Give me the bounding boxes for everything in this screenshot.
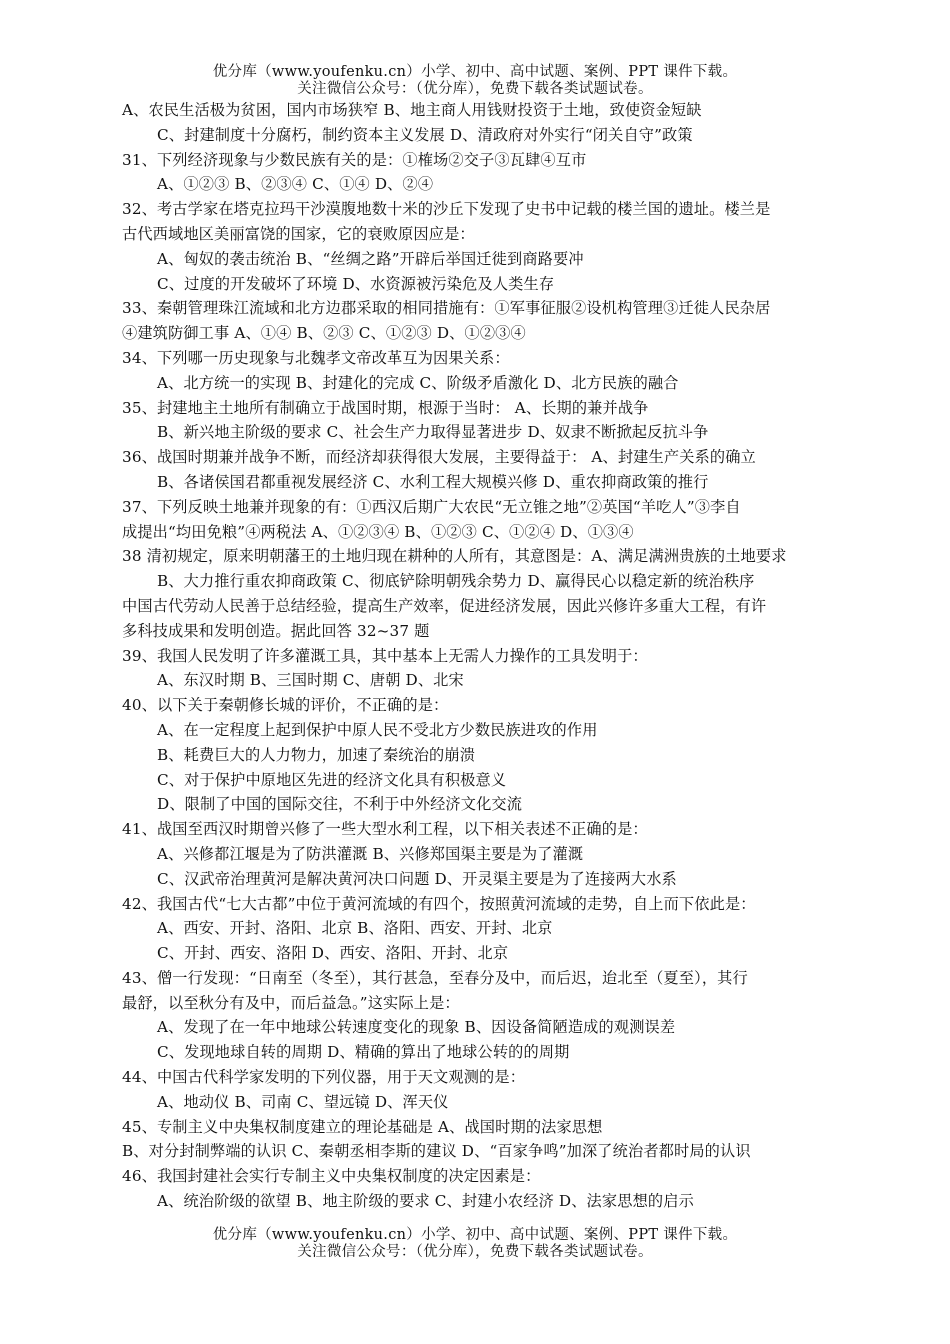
text-line: B、耗费巨大的人力物力，加速了秦统治的崩溃 [157, 745, 476, 764]
text-line: 42、我国古代“七大古都”中位于黄河流域的有四个，按照黄河流域的走势，自上而下依此是： [122, 894, 756, 913]
text-line: A、兴修都江堰是为了防洪灌溉 B、兴修郑国渠主要是为了灌溉 [157, 844, 584, 863]
text-line: B、各诸侯国君都重视发展经济 C、水利工程大规模兴修 D、重农抑商政策的推行 [157, 472, 709, 491]
text-line: 39、我国人民发明了许多灌溉工具，其中基本上无需人力操作的工具发明于： [122, 646, 648, 665]
text-line: 35、封建地主土地所有制确立于战国时期，根源于当时： A、长期的兼并战争 [122, 398, 649, 417]
header-line-2: 关注微信公众号：（优分库），免费下载各类试题试卷。 [297, 81, 653, 97]
text-line: A、地动仪 B、司南 C、望远镜 D、浑天仪 [157, 1092, 449, 1111]
text-line: 44、中国古代科学家发明的下列仪器，用于天文观测的是： [122, 1068, 526, 1087]
header-line-1: 优分库（www.youfenku.cn）小学、初中、高中试题、案例、PPT 课件下载。 [212, 64, 738, 80]
text-line: D、限制了中国的国际交往，不利于中外经济文化交流 [157, 795, 523, 814]
text-line: A、农民生活极为贫困，国内市场狭窄 B、地主商人用钱财投资于土地，致使资金短缺 [122, 101, 702, 119]
text-line: A、东汉时期 B、三国时期 C、唐朝 D、北宋 [157, 671, 464, 690]
text-line: 最舒，以至秋分有及中，而后益急。”这实际上是： [122, 993, 460, 1012]
question-body [0, 98, 950, 1214]
footer-line-2: 关注微信公众号：（优分库），免费下载各类试题试卷。 [297, 1244, 653, 1260]
text-line: 33、秦朝管理珠江流域和北方边郡采取的相同措施有：①军事征服②设机构管理③迁徙人民杂居 [122, 299, 771, 318]
text-line: C、汉武帝治理黄河是解决黄河决口问题 D、开灵渠主要是为了连接两大水系 [157, 869, 677, 888]
text-line: 41、战国至西汉时期曾兴修了一些大型水利工程，以下相关表述不正确的是： [122, 820, 648, 839]
footer-line-1: 优分库（www.youfenku.cn）小学、初中、高中试题、案例、PPT 课件下载。 [212, 1227, 738, 1243]
text-line: 成提出“均田免粮”④两税法 A、①②③④ B、①②③ C、①②④ D、①③④ [122, 522, 634, 541]
text-line: A、匈奴的袭击统治 B、“丝绸之路”开辟后举国迁徙到商路要冲 [157, 249, 584, 268]
text-line: 古代西域地区美丽富饶的国家，它的衰败原因应是： [122, 224, 475, 243]
text-line: 多科技成果和发明创造。据此回答 32~37 题 [122, 621, 430, 640]
text-line: 34、下列哪一历史现象与北魏孝文帝改革互为因果关系： [122, 348, 510, 367]
text-line: 40、以下关于秦朝修长城的评价，不正确的是： [122, 696, 449, 715]
text-line: C、对于保护中原地区先进的经济文化具有积极意义 [157, 770, 507, 789]
text-line: C、发现地球自转的周期 D、精确的算出了地球公转的的周期 [157, 1043, 570, 1062]
text-line: A、①②③ B、②③④ C、①④ D、②④ [157, 175, 434, 194]
text-line: 中国古代劳动人民善于总结经验，提高生产效率，促进经济发展，因此兴修许多重大工程，有许 [122, 596, 767, 615]
text-line: B、大力推行重农抑商政策 C、彻底铲除明朝残余势力 D、赢得民心以稳定新的统治秩序 [157, 572, 755, 591]
text-line: A、西安、开封、洛阳、北京 B、洛阳、西安、开封、北京 [157, 919, 553, 938]
text-line: ④建筑防御工事 A、①④ B、②③ C、①②③ D、①②③④ [122, 324, 526, 343]
text-line: 45、专制主义中央集权制度建立的理论基础是 A、战国时期的法家思想 [122, 1117, 603, 1136]
page-header [0, 64, 950, 98]
text-line: C、开封、西安、洛阳 D、西安、洛阳、开封、北京 [157, 944, 509, 963]
text-line: 46、我国封建社会实行专制主义中央集权制度的决定因素是： [122, 1167, 541, 1186]
text-line: A、北方统一的实现 B、封建化的完成 C、阶级矛盾激化 D、北方民族的融合 [157, 373, 679, 392]
text-line: 38 清初规定，原来明朝藩王的土地归现在耕种的人所有，其意图是：A、满足满洲贵族的土地要求 [122, 547, 787, 566]
text-line: A、统治阶级的欲望 B、地主阶级的要求 C、封建小农经济 D、法家思想的启示 [157, 1192, 694, 1211]
text-line: A、在一定程度上起到保护中原人民不受北方少数民族进攻的作用 [157, 720, 598, 739]
text-line: 31、下列经济现象与少数民族有关的是：①榷场②交子③瓦肆④互市 [122, 150, 587, 169]
text-line: 43、僧一行发现：“日南至（冬至），其行甚急，至春分及中，而后迟，迨北至（夏至），其行 [122, 968, 748, 987]
text-line: C、过度的开发破坏了环境 D、水资源被污染危及人类生存 [157, 274, 555, 293]
text-line: A、发现了在一年中地球公转速度变化的现象 B、因设备简陋造成的观测误差 [157, 1018, 676, 1037]
page-footer [0, 1227, 950, 1261]
text-line: 36、战国时期兼并战争不断，而经济却获得很大发展，主要得益于： A、封建生产关系的确立 [122, 448, 756, 467]
text-line: 32、考古学家在塔克拉玛干沙漠腹地数十米的沙丘下发现了史书中记载的楼兰国的遗址。楼兰是 [122, 200, 771, 219]
document-page [0, 64, 950, 1214]
text-line: B、对分封制弊端的认识 C、秦朝丞相李斯的建议 D、“百家争鸣”加深了统治者都时局的认识 [122, 1142, 751, 1161]
text-line: 37、下列反映土地兼并现象的有：①西汉后期广大农民“无立锥之地”②英国“羊吃人”③李自 [122, 497, 741, 516]
text-line: B、新兴地主阶级的要求 C、社会生产力取得显著进步 D、奴隶不断掀起反抗斗争 [157, 423, 709, 442]
text-line: C、封建制度十分腐朽，制约资本主义发展 D、清政府对外实行“闭关自守”政策 [157, 125, 693, 144]
